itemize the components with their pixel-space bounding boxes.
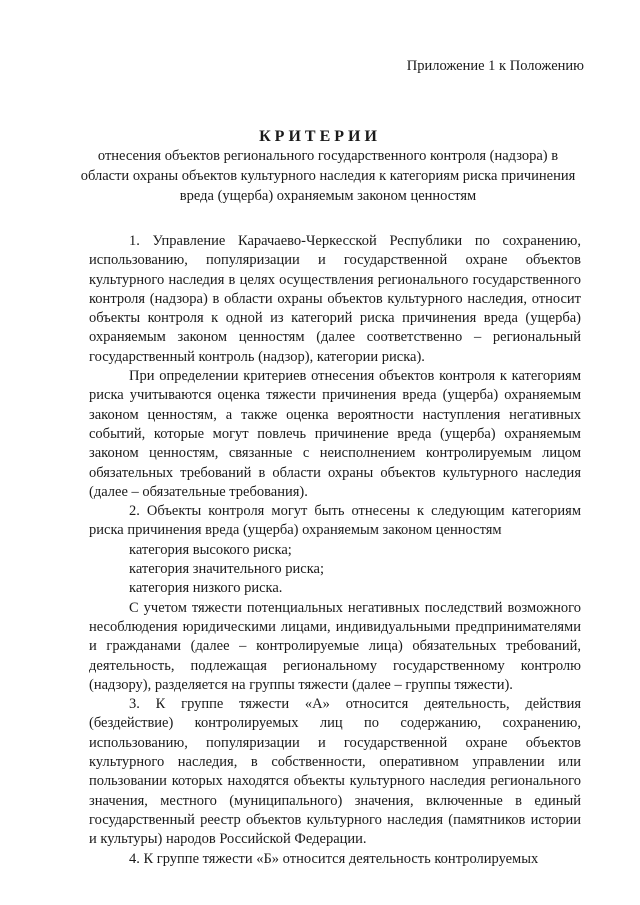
risk-category-high: категория высокого риска; [129, 541, 292, 558]
paragraph-group-b: 4. К группе тяжести «Б» относится деятельность контролируемых [129, 850, 539, 867]
document-body [89, 232, 581, 869]
paragraph-2: При определении критериев отнесения объектов контроля к категориям риска учитываются оценка тяжести причинения вреда (ущерба) охраняемым законом ценностям, а также оценка вероятности наступления негативных событий, которые могут повлечь причинение вреда (ущерба) охраняемым законом ценностям, связанные с неисполнением контролируемым лицом обязательных требований в области охраны объектов культурного наследия (далее – обязательные требования). [89, 368, 581, 500]
paragraph-group-a: 3. К группе тяжести «А» относится деятельность, действия (бездействие) контролируемых лиц по содержанию, сохранению, использованию, популяризации и государственной охране объектов культурного наследия, в собственности, оперативном управлении или пользовании которых находятся объекты культурного наследия регионального значения, местного (муниципального) значения, включенные в единый государственный реестр объектов культурного наследия (памятников истории и культуры) народов Российской Федерации. [89, 696, 581, 848]
paragraph-3: 2. Объекты контроля могут быть отнесены к следующим категориям риска причинения вреда (ущерба) охраняемым законом ценностям [89, 503, 581, 539]
paragraph-severity-groups: С учетом тяжести потенциальных негативных последствий возможного несоблюдения юридическими лицами, индивидуальными предпринимателями и гражданами (далее – контролируемые лица) обязательных требований, деятельность, подлежащая региональному государственному контролю (надзору), разделяется на группы тяжести (далее – группы тяжести). [89, 599, 581, 693]
risk-category-significant: категория значительного риска; [129, 561, 325, 578]
document-subtitle: отнесения объектов регионального государственного контроля (надзора) в области охраны объектов культурного наследия к категориям риска причинения вреда (ущерба) охраняемым законом ценностям [80, 148, 576, 204]
document-title: КРИТЕРИИ [259, 128, 381, 145]
risk-category-low: категория низкого риска. [129, 580, 283, 597]
appendix-reference: Приложение 1 к Положению [406, 58, 584, 74]
paragraph-1: 1. Управление Карачаево-Черкесской Республики по сохранению, использованию, популяризации и государственной охране объектов культурного наследия в целях осуществления регионального государственного контроля (надзора) в области охраны объектов культурного наследия, относит объекты контроля к одной из категорий риска причинения вреда (ущерба) охраняемым законом ценностям (далее соответственно – региональный государственный контроль (надзор), категории риска). [89, 233, 581, 365]
